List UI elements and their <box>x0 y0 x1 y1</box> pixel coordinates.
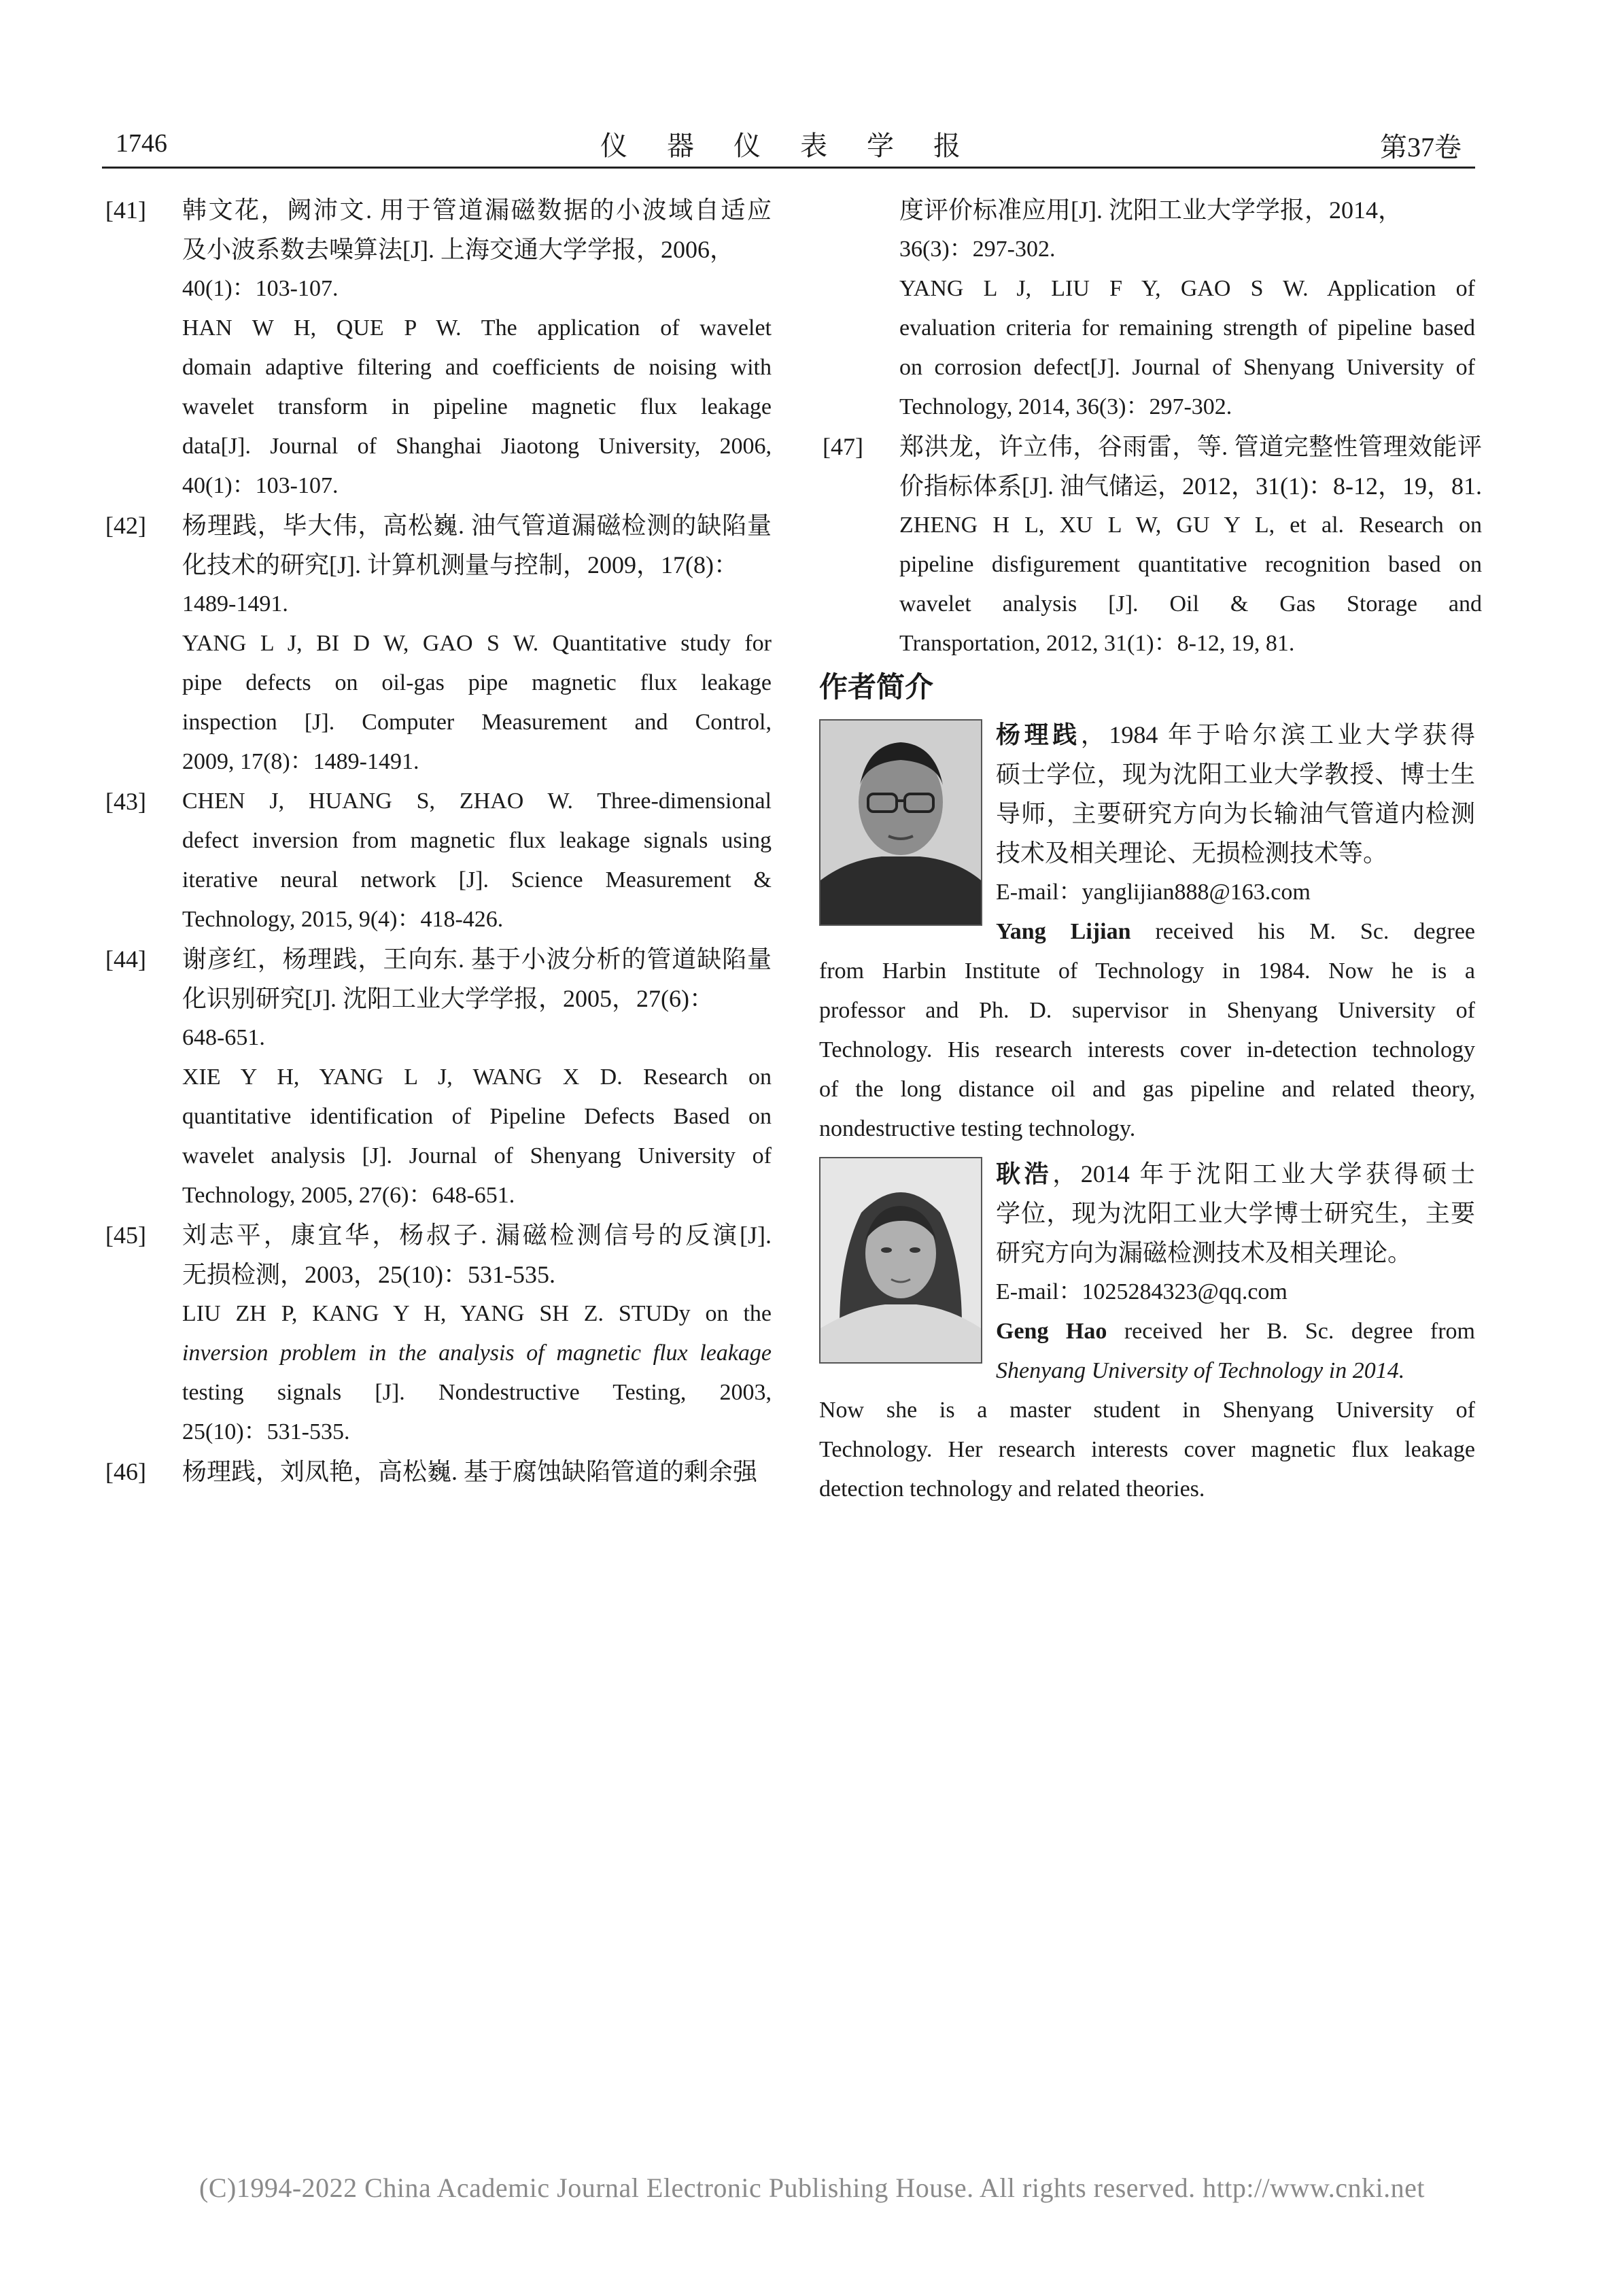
reference-line: Technology, 2005, 27(6)：648-651. <box>182 1183 515 1208</box>
author-email: E-mail：yanglijian888@163.com <box>996 880 1311 905</box>
reference-line: 杨理践，刘凤艳，高松巍. 基于腐蚀缺陷管道的剩余强 <box>182 1458 758 1485</box>
bio-zh-line: 研究方向为漏磁检测技术及相关理论。 <box>996 1239 1413 1266</box>
bio-en-line: detection technology and related theories. <box>819 1476 1205 1502</box>
reference-line: 1489-1491. <box>182 591 288 617</box>
reference-item <box>102 1215 772 1452</box>
page-header <box>102 119 1475 169</box>
reference-item <box>102 939 772 1215</box>
reference-number: [47] <box>823 433 863 460</box>
reference-line: 化识别研究[J]. 沈阳工业大学学报，2005，27(6)： <box>182 985 714 1012</box>
bio-en-line: nondestructive testing technology. <box>819 1116 1136 1141</box>
reference-item <box>102 1452 772 1491</box>
right-column <box>819 190 1482 1509</box>
reference-line: testing signals [J]. Nondestructive Testing, 2003, <box>182 1380 772 1405</box>
bio-zh-line: 导师，主要研究方向为长输油气管道内检测 <box>996 800 1475 827</box>
reference-line: pipeline disfigurement quantitative recognition based on <box>899 552 1482 577</box>
reference-line: defect inversion from magnetic flux leakage signals using <box>182 828 772 853</box>
bio-zh-line: 技术及相关理论、无损检测技术等。 <box>996 839 1388 867</box>
left-column <box>102 190 772 1491</box>
reference-line: 40(1)：103-107. <box>182 276 339 301</box>
reference-line: 刘志平，康宜华，杨叔子. 漏磁检测信号的反演[J]. <box>182 1222 772 1249</box>
bio-en-paragraph <box>819 952 1475 1149</box>
author-bio-heading: 作者简介 <box>819 670 934 704</box>
reference-line: Technology, 2015, 9(4)：418-426. <box>182 907 504 932</box>
page-number: 1746 <box>116 129 167 158</box>
reference-item <box>102 782 772 939</box>
bio-zh-line: 学位，现为沈阳工业大学博士研究生，主要 <box>996 1200 1475 1227</box>
bio-en-line: Technology. Her research interests cover magnetic flux leakage <box>819 1437 1475 1462</box>
reference-line: LIU ZH P, KANG Y H, YANG SH Z. STUDy on the <box>182 1301 772 1326</box>
reference-47 <box>819 427 1482 663</box>
reference-line: inspection [J]. Computer Measurement and Control, <box>182 710 772 735</box>
bio-zh-line: 硕士学位，现为沈阳工业大学教授、博士生 <box>996 761 1475 788</box>
reference-body <box>182 506 772 782</box>
reference-line: YANG L J, LIU F Y, GAO S W. Application of <box>899 276 1475 301</box>
reference-body <box>182 782 772 939</box>
author-name-zh: 杨理践 <box>996 721 1081 748</box>
reference-item <box>102 506 772 782</box>
author-email: E-mail：1025284323@qq.com <box>996 1279 1288 1304</box>
bio-en-line: professor and Ph. D. supervisor in Shenyang University of <box>819 998 1475 1023</box>
reference-line: wavelet transform in pipeline magnetic flux leakage <box>182 394 772 419</box>
reference-line: CHEN J, HUANG S, ZHAO W. Three-dimensional <box>182 789 772 814</box>
volume-label: 第37卷 <box>1380 132 1462 162</box>
bio-en-line: of the long distance oil and gas pipeline and related theory, <box>819 1077 1475 1102</box>
portrait-image <box>820 1158 981 1362</box>
reference-line: Technology, 2014, 36(3)：297-302. <box>899 394 1232 419</box>
reference-number: [41] <box>105 196 146 224</box>
author-name-en: Yang Lijian <box>996 919 1131 944</box>
reference-line: 及小波系数去噪算法[J]. 上海交通大学学报，2006， <box>182 236 734 263</box>
reference-line: iterative neural network [J]. Science Measurement & <box>182 867 772 893</box>
reference-line: 2009, 17(8)：1489-1491. <box>182 749 419 774</box>
reference-number: [46] <box>105 1458 146 1485</box>
reference-46-continued <box>819 190 1475 427</box>
author-name-en: Geng Hao <box>996 1319 1107 1344</box>
bio-zh-line <box>996 715 1475 755</box>
reference-line: 郑洪龙，许立伟，谷雨雷，等. 管道完整性管理效能评 <box>899 433 1482 460</box>
reference-body <box>182 190 772 506</box>
bio-zh-text: ，1984 年于哈尔滨工业大学获得 <box>1080 721 1475 748</box>
reference-line: 杨理践，毕大伟，高松巍. 油气管道漏磁检测的缺陷量 <box>182 512 772 539</box>
author-bio-2 <box>819 1154 1475 1509</box>
reference-line: ZHENG H L, XU L W, GU Y L, et al. Research on <box>899 513 1482 538</box>
reference-line: inversion problem in the analysis of magnetic flux leakage <box>182 1340 772 1366</box>
copyright-footer: (C)1994-2022 China Academic Journal Electronic Publishing House. All rights reserved. http://www.cnki.net <box>199 2172 1425 2203</box>
reference-line: data[J]. Journal of Shanghai Jiaotong University, 2006, <box>182 434 772 459</box>
reference-body <box>182 1452 772 1491</box>
bio-en-text: received his M. Sc. degree <box>1130 919 1475 944</box>
bio-zh-text: ，2014 年于沈阳工业大学获得硕士 <box>1052 1160 1475 1188</box>
reference-line: Transportation, 2012, 31(1)：8-12, 19, 81. <box>899 631 1295 656</box>
reference-line: HAN W H, QUE P W. The application of wavelet <box>182 315 772 341</box>
reference-number: [43] <box>105 788 146 815</box>
reference-line: 谢彦红，杨理践，王向东. 基于小波分析的管道缺陷量 <box>182 946 772 973</box>
reference-body <box>182 1215 772 1452</box>
reference-line: 度评价标准应用[J]. 沈阳工业大学学报，2014， <box>899 196 1402 224</box>
reference-line: on corrosion defect[J]. Journal of Shenyang University of <box>899 355 1475 380</box>
reference-line: 648-651. <box>182 1025 265 1050</box>
bio-zh-line <box>996 1154 1475 1194</box>
author-name-zh: 耿浩 <box>996 1160 1053 1188</box>
reference-number: [42] <box>105 512 146 539</box>
portrait-image <box>820 721 981 924</box>
reference-body <box>899 427 1482 663</box>
reference-line: 韩文花，阙沛文. 用于管道漏磁数据的小波域自适应 <box>182 196 772 224</box>
reference-line: 40(1)：103-107. <box>182 473 339 498</box>
bio-en-line <box>996 1312 1475 1351</box>
reference-line: domain adaptive filtering and coefficients de noising with <box>182 355 772 380</box>
journal-title: 仪 器 仪 表 学 报 <box>600 131 977 161</box>
bio-en-line: Now she is a master student in Shenyang University of <box>819 1398 1475 1423</box>
reference-line: evaluation criteria for remaining strength of pipeline based <box>899 315 1475 341</box>
reference-number: [44] <box>105 946 146 973</box>
bio-en-line: Shenyang University of Technology in 2014. <box>996 1358 1405 1383</box>
reference-line: 36(3)：297-302. <box>899 237 1056 262</box>
reference-line: YANG L J, BI D W, GAO S W. Quantitative study for <box>182 631 772 656</box>
bio-en-line: Technology. His research interests cover in-detection technology <box>819 1037 1475 1062</box>
reference-line: 无损检测，2003，25(10)：531-535. <box>182 1261 555 1288</box>
bio-en-text: received her B. Sc. degree from <box>1107 1319 1475 1344</box>
reference-line: pipe defects on oil-gas pipe magnetic flux leakage <box>182 670 772 695</box>
reference-line: quantitative identification of Pipeline Defects Based on <box>182 1104 772 1129</box>
bio-en-paragraph <box>819 1391 1475 1509</box>
reference-number: [45] <box>105 1222 146 1249</box>
reference-body <box>182 939 772 1215</box>
reference-line: 25(10)：531-535. <box>182 1419 350 1444</box>
author-photo-yang <box>819 719 982 926</box>
reference-line: wavelet analysis [J]. Journal of Shenyang University of <box>182 1143 772 1168</box>
bio-en-line: from Harbin Institute of Technology in 1984. Now he is a <box>819 958 1475 984</box>
reference-line: wavelet analysis [J]. Oil & Gas Storage and <box>899 591 1482 617</box>
author-photo-geng <box>819 1157 982 1364</box>
reference-line: 价指标体系[J]. 油气储运，2012，31(1)：8-12，19，81. <box>899 472 1482 500</box>
author-bio-1 <box>819 715 1475 1149</box>
bio-en-line <box>996 912 1475 952</box>
reference-line: 化技术的研究[J]. 计算机测量与控制，2009，17(8)： <box>182 551 738 578</box>
reference-line: XIE Y H, YANG L J, WANG X D. Research on <box>182 1064 772 1090</box>
reference-item <box>102 190 772 506</box>
